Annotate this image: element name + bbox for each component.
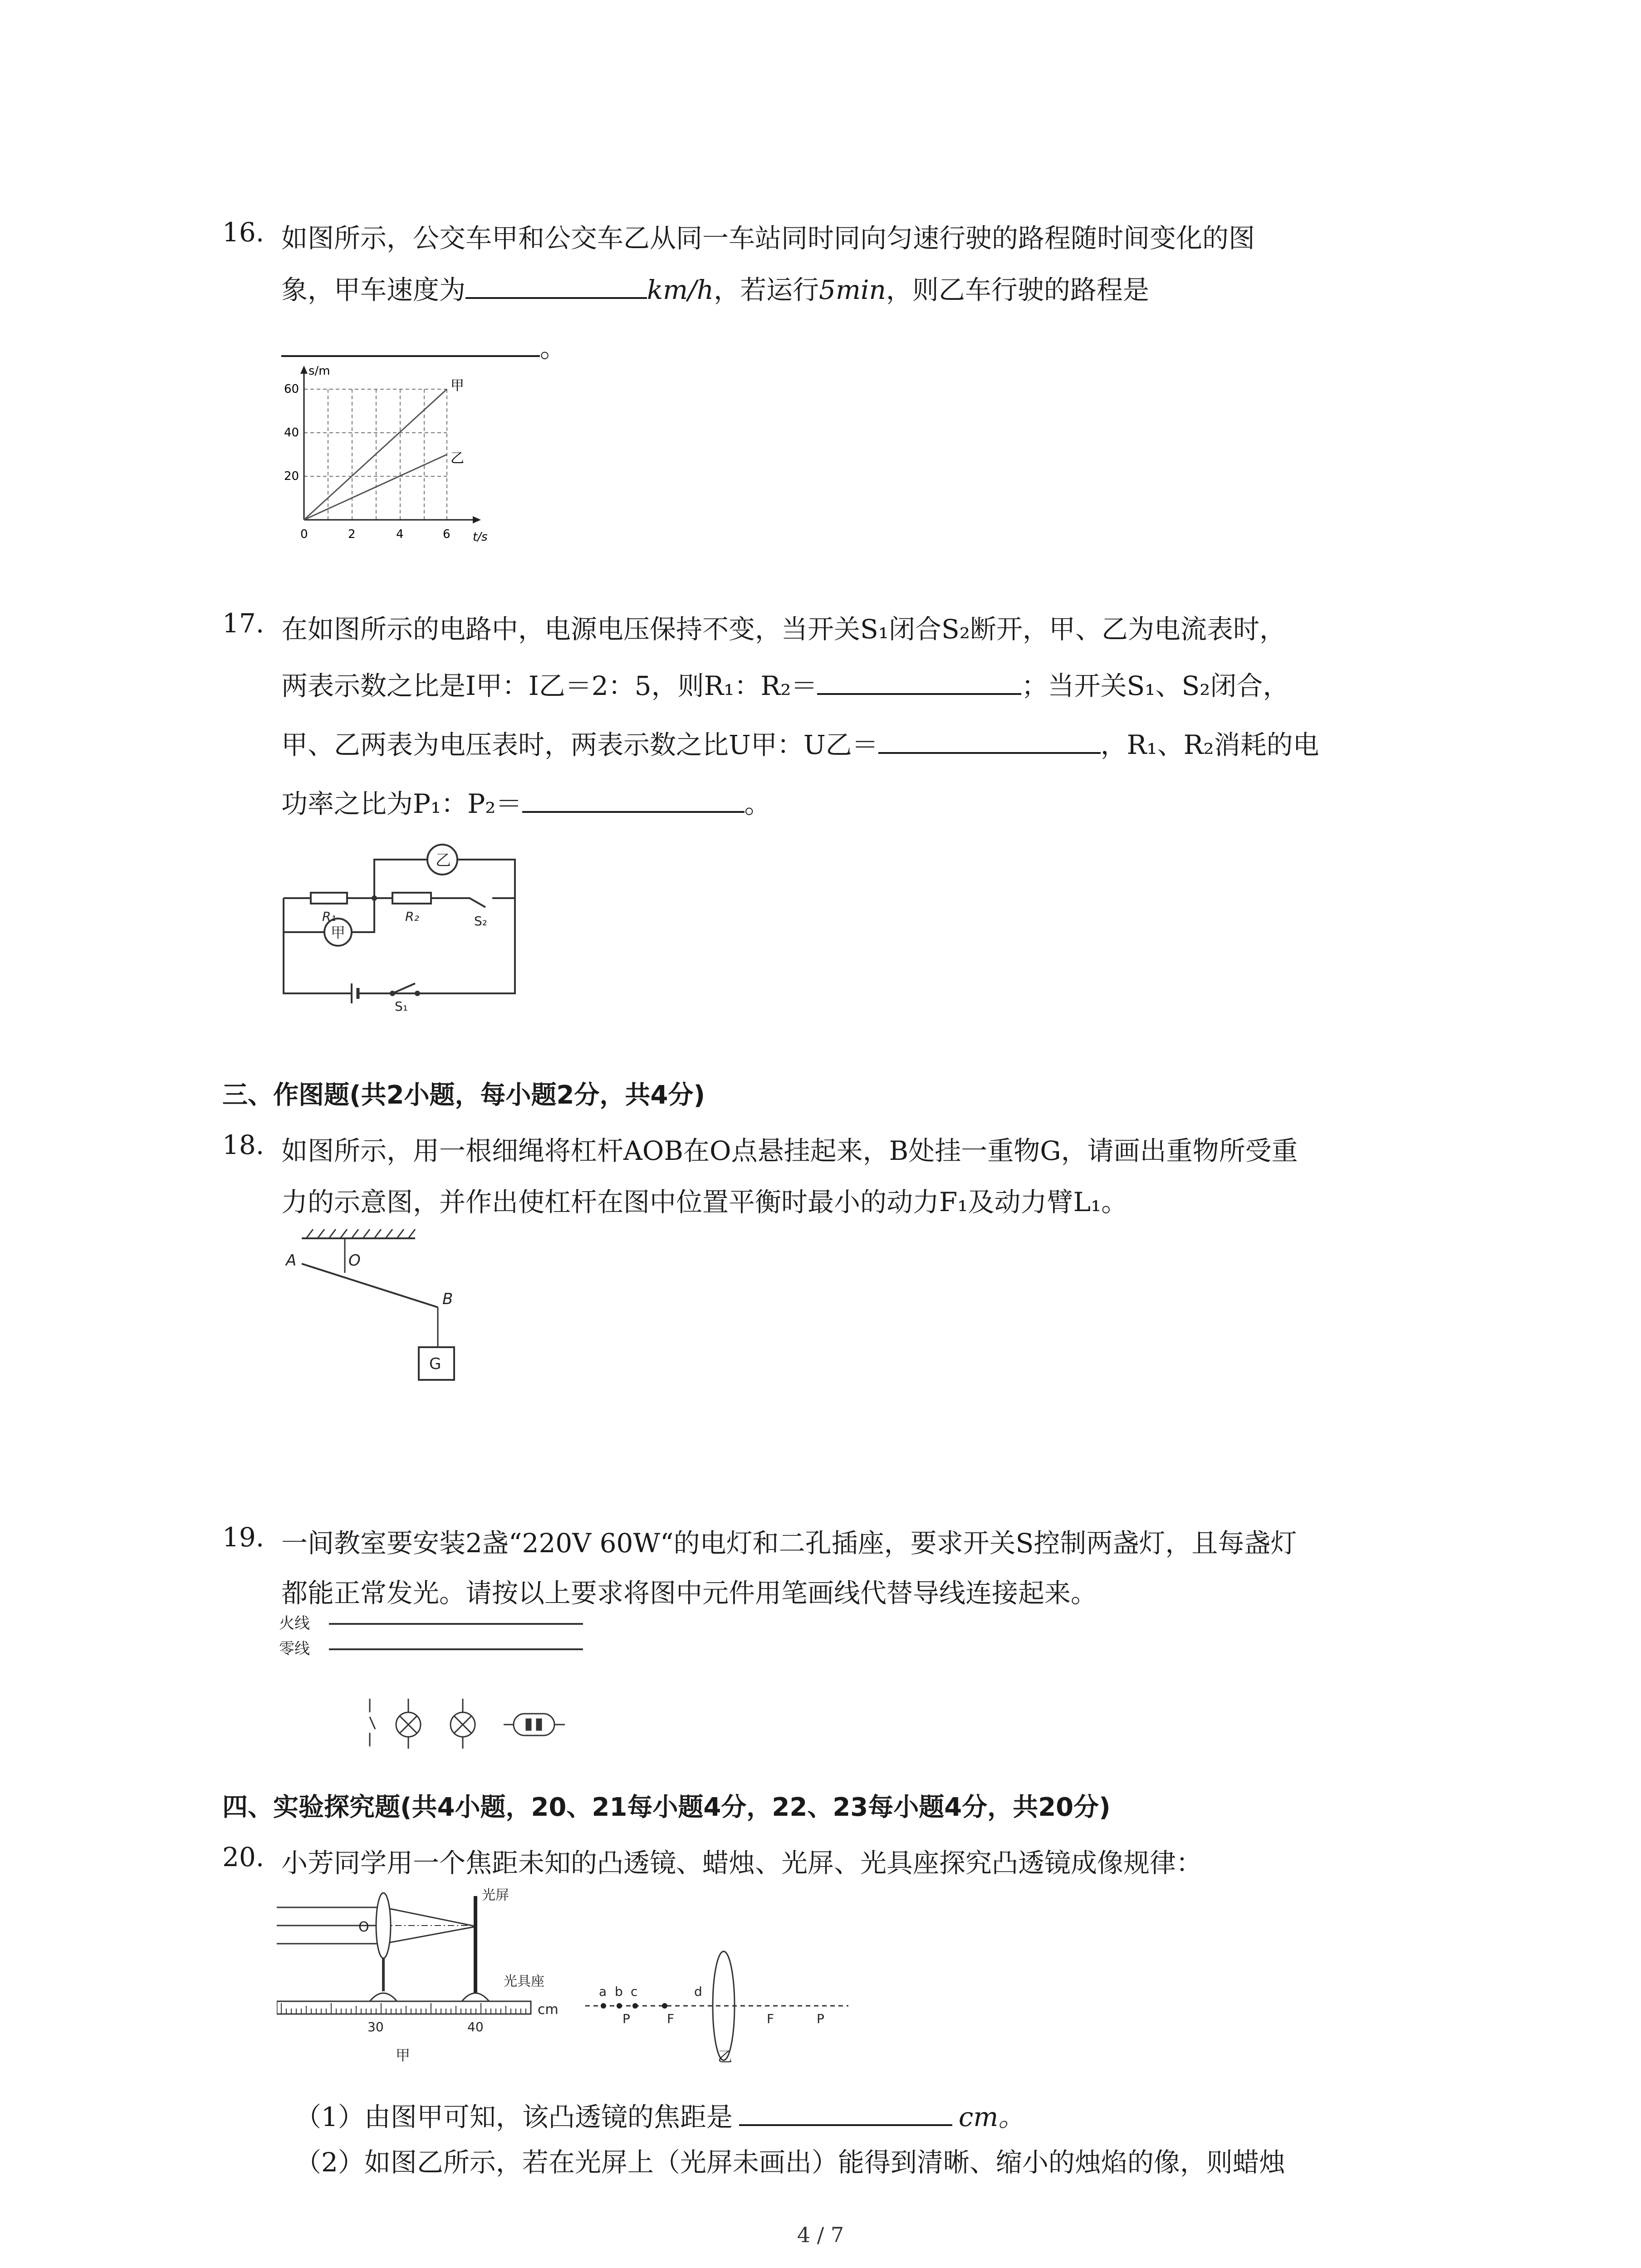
- q20-lens-jia: [376, 1893, 391, 1958]
- q20-label-screen: 光屏: [482, 1887, 509, 1903]
- q17-wire: [431, 898, 485, 907]
- q17-junction: [372, 895, 377, 901]
- q20-sub1-unit: cm。: [958, 2102, 1025, 2132]
- q16-number: 16.: [222, 217, 265, 248]
- q18-line2: 力的示意图，并作出使杠杆在图中位置平衡时最小的动力F₁及动力臂L₁。: [281, 1187, 1128, 1217]
- q16-y-label: s/m: [309, 364, 330, 378]
- q17-label-r1: R₁: [322, 909, 336, 924]
- q16-series-jia-line: [304, 389, 447, 520]
- q16-series-yi-line: [304, 455, 447, 520]
- q20-tick-30: 30: [367, 2019, 384, 2034]
- q17-blank-3[interactable]: [522, 787, 745, 813]
- q16-x-tick: 2: [348, 528, 356, 541]
- q20-point-f-left: F: [667, 2011, 675, 2026]
- q17-number: 17.: [222, 608, 265, 639]
- q17-line2-text-b: ；当开关S₁、S₂闭合，: [1021, 670, 1289, 701]
- q20-point-p-right: P: [817, 2011, 824, 2026]
- q16-y-arrow: [300, 366, 308, 374]
- q20-label-yi: 乙: [718, 2048, 733, 2064]
- q16-line2-text-c: ，则乙车行驶的路程是: [886, 274, 1149, 305]
- q17-line4: [281, 782, 771, 821]
- q16-graph: [277, 363, 513, 553]
- q16-blank-1[interactable]: [465, 274, 647, 299]
- section-4-heading: 四、实验探究题(共4小题，20、21每小题4分，22、23每小题4分，共20分): [222, 1793, 1111, 1822]
- q19-number: 19.: [222, 1522, 265, 1553]
- q18-label-b: B: [442, 1290, 453, 1308]
- q17-line4-end: 。: [744, 788, 771, 819]
- q16-unit: km/h: [647, 274, 714, 305]
- q16-line2-text: 象，甲车速度为: [281, 274, 466, 305]
- q16-y-tick: 60: [284, 382, 299, 396]
- q16-label-jia: 甲: [451, 378, 464, 394]
- q20-number: 20.: [222, 1842, 265, 1872]
- q16-x-tick: 0: [300, 528, 308, 541]
- q17-circuit: [279, 839, 533, 1012]
- q20-point-c: c: [631, 1984, 638, 1999]
- q20-tick-40: 40: [467, 2019, 484, 2034]
- q16-blank-2[interactable]: [281, 332, 540, 357]
- section-3-heading: 三、作图题(共2小题，每小题2分，共4分): [222, 1080, 705, 1110]
- q17-resistor-r1: [311, 893, 347, 904]
- q20-label-bench: 光具座: [504, 1974, 544, 1989]
- q16-x-label: t/s: [473, 530, 488, 544]
- q16-time: 5min: [819, 274, 886, 305]
- q19-live-wire-label: 火线: [279, 1614, 310, 1633]
- q16-line1: 如图所示，公交车甲和公交车乙从同一车站同时同向匀速行驶的路程随时间变化的图: [281, 223, 1255, 254]
- q20-point-a: a: [599, 1984, 607, 1999]
- q19-lamp-1: [396, 1699, 421, 1749]
- q17-line4-text: 功率之比为P₁：P₂＝: [281, 788, 522, 819]
- q17-label-r2: R₂: [405, 909, 419, 924]
- q19-switch: [370, 1699, 375, 1746]
- q17-label-yi: 乙: [436, 851, 451, 870]
- q19-line2: 都能正常发光。请按以上要求将图中元件用笔画线代替导线连接起来。: [281, 1578, 1097, 1608]
- q17-label-s1: S₁: [395, 999, 408, 1012]
- q16-line3: [281, 327, 566, 365]
- q19-socket: [504, 1714, 565, 1735]
- q19-line1: 一间教室要安装2盏“220V 60W“的电灯和二孔插座，要求开关S控制两盏灯，且每盏灯: [281, 1528, 1297, 1559]
- q18-lever-figure: [281, 1225, 499, 1393]
- q16-x-tick: 4: [396, 528, 404, 541]
- q20-sub2: （2）如图乙所示，若在光屏上（光屏未画出）能得到清晰、缩小的烛焰的像，则蜡烛: [295, 2147, 1285, 2178]
- q18-label-a: A: [286, 1251, 297, 1270]
- q20-label-o: O: [358, 1919, 369, 1935]
- q19-neutral-wire-label: 零线: [279, 1640, 310, 1658]
- q17-line2-text: 两表示数之比是I甲：I乙＝2：5，则R₁：R₂＝: [281, 670, 818, 701]
- q19-lamp-2: [451, 1699, 475, 1749]
- q17-line2: [281, 665, 1289, 703]
- q20-line1: 小芳同学用一个焦距未知的凸透镜、蜡烛、光屏、光具座探究凸透镜成像规律：: [281, 1848, 1203, 1878]
- q16-line2-text-b: ，若运行: [714, 274, 819, 305]
- q17-line1: 在如图所示的电路中，电源电压保持不变，当开关S₁闭合S₂断开，甲、乙为电流表时，: [281, 614, 1286, 645]
- q18-number: 18.: [222, 1129, 265, 1160]
- q16-label-yi: 乙: [451, 450, 464, 466]
- q20-label-jia: 甲: [396, 2047, 411, 2064]
- q16-y-tick: 40: [284, 426, 299, 440]
- q16-line2: [281, 269, 1149, 307]
- q17-resistor-r2: [392, 893, 431, 904]
- q20-point-f-right: F: [767, 2011, 774, 2026]
- q20-blank-1[interactable]: [739, 2101, 952, 2126]
- q18-lever: [302, 1264, 438, 1307]
- q18-line1: 如图所示，用一根细绳将杠杆AOB在O点悬挂起来，B处挂一重物G，请画出重物所受重: [281, 1135, 1298, 1166]
- q20-screen-base: [462, 1993, 489, 2001]
- q17-blank-2[interactable]: [878, 728, 1101, 754]
- q20-sub1: [295, 2096, 1024, 2134]
- q20-lens-base: [370, 1993, 397, 2001]
- q19-wiring-figure: [279, 1610, 606, 1760]
- q16-x-arrow: [473, 516, 481, 523]
- q17-line3-text-b: ，R₁、R₂消耗的电: [1100, 729, 1319, 760]
- q17-label-s2: S₂: [474, 914, 487, 929]
- q17-line3: [281, 723, 1319, 762]
- q16-y-tick: 20: [284, 469, 299, 483]
- q16-end: 。: [540, 332, 567, 363]
- q17-switch-s1-blade: [392, 983, 415, 993]
- page-number: 4 / 7: [797, 2223, 844, 2247]
- q20-point-p-left: P: [622, 2011, 630, 2026]
- q20-optical-bench: [277, 2001, 531, 2014]
- q20-optics-figure: [277, 1882, 853, 2064]
- q17-wire: [392, 860, 515, 993]
- q18-ceiling-hatch: [306, 1229, 415, 1238]
- q20-point-d: d: [694, 1984, 702, 1999]
- q20-point-b: b: [615, 1984, 623, 1999]
- q18-label-g: G: [429, 1355, 441, 1373]
- q17-line3-text: 甲、乙两表为电压表时，两表示数之比U甲：U乙＝: [281, 729, 878, 760]
- q17-blank-1[interactable]: [817, 670, 1021, 695]
- q16-x-tick: 6: [443, 528, 451, 541]
- q18-label-o: O: [348, 1251, 361, 1270]
- q20-unit-cm: cm: [538, 2002, 558, 2018]
- q17-wire: [352, 898, 374, 932]
- q17-label-jia: 甲: [331, 924, 346, 941]
- q20-sub1-text: （1）由图甲可知，该凸透镜的焦距是: [295, 2102, 733, 2132]
